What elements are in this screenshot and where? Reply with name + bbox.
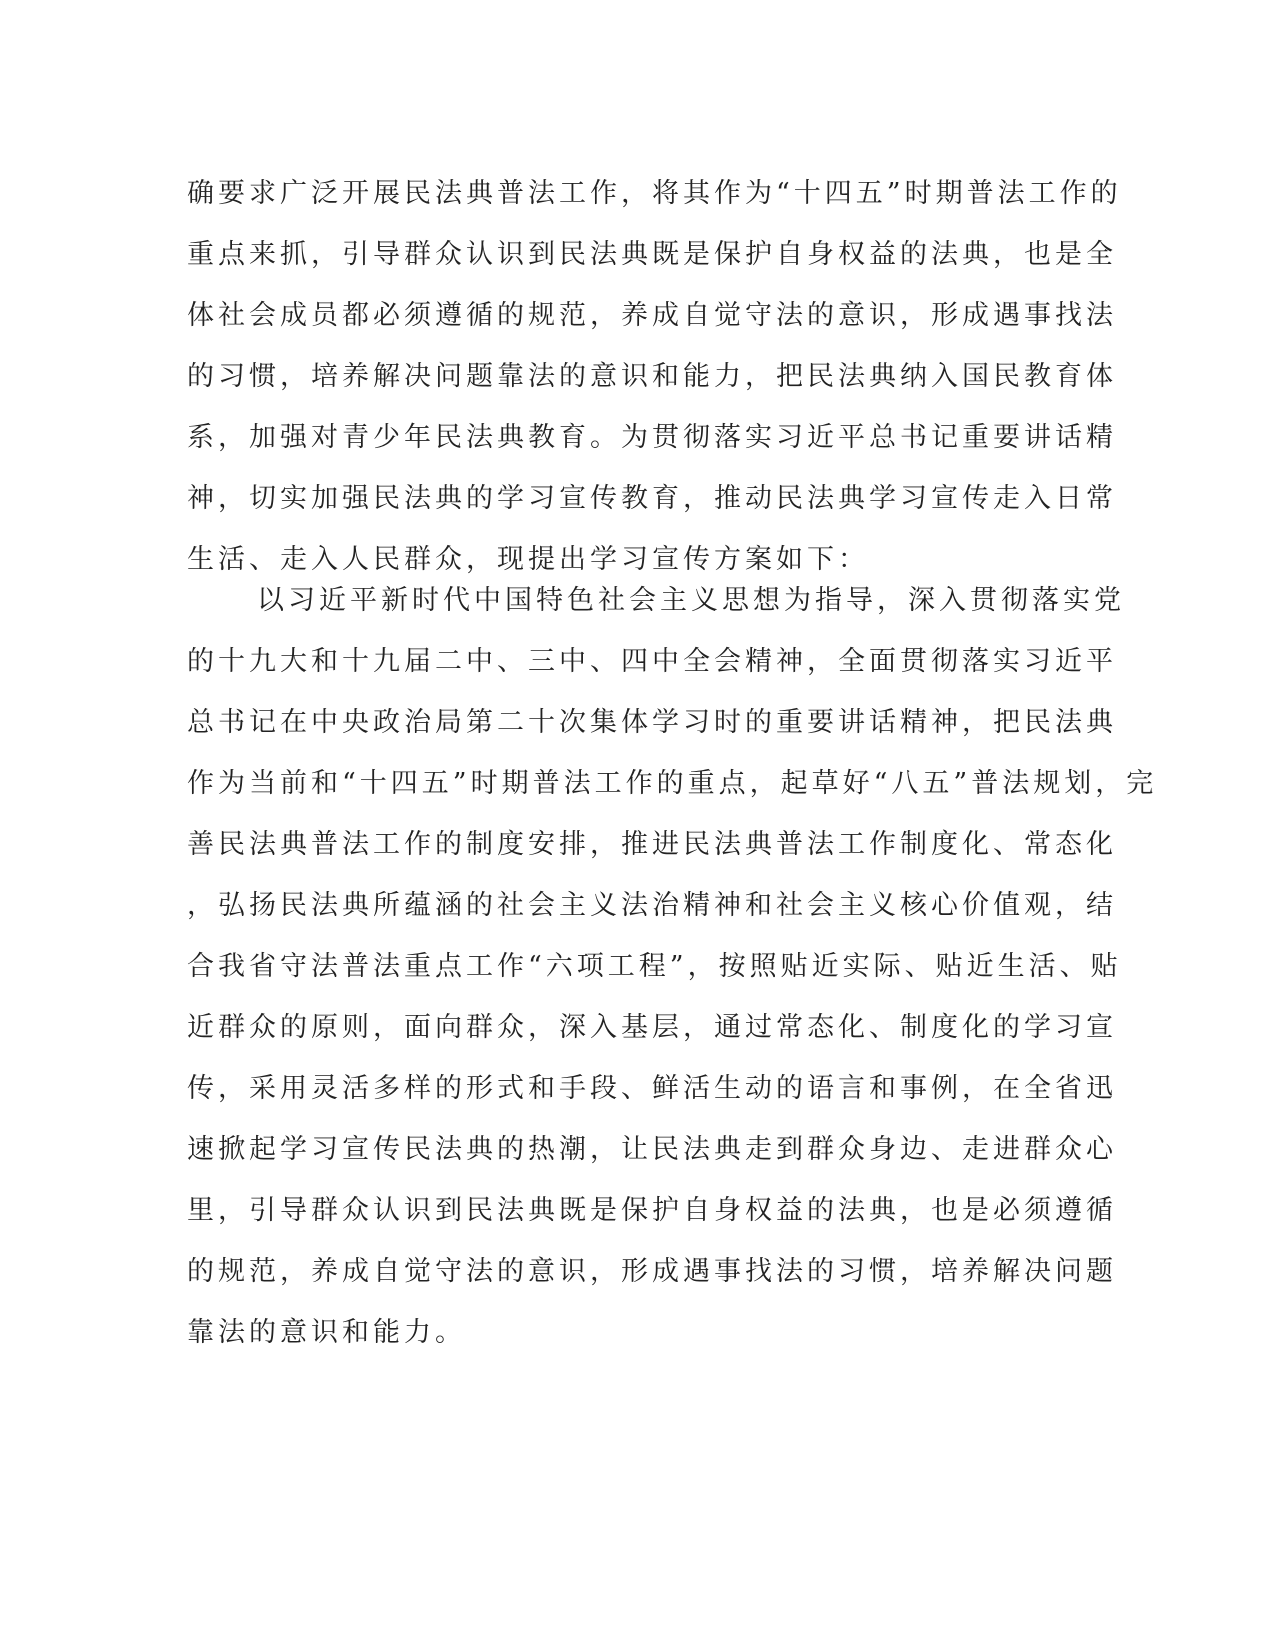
- paragraph-line: 确要求广泛开展民法典普法工作，将其作为“十四五”时期普法工作的: [187, 178, 1122, 209]
- paragraph-line: 的习惯，培养解决问题靠法的意识和能力，把民法典纳入国民教育体: [187, 361, 1117, 392]
- paragraph-line: 系，加强对青少年民法典教育。为贯彻落实习近平总书记重要讲话精: [187, 422, 1117, 453]
- paragraph-line: 靠法的意识和能力。: [187, 1317, 466, 1348]
- paragraph-line: 总书记在中央政治局第二十次集体学习时的重要讲话精神，把民法典: [187, 707, 1117, 738]
- paragraph-line: 作为当前和“十四五”时期普法工作的重点，起草好“八五”普法规划，完: [187, 768, 1158, 799]
- paragraph-line: 传，采用灵活多样的形式和手段、鲜活生动的语言和事例，在全省迅: [187, 1073, 1117, 1104]
- paragraph-line: 神，切实加强民法典的学习宣传教育，推动民法典学习宣传走入日常: [187, 483, 1117, 514]
- paragraph-line: 生活、走入人民群众，现提出学习宣传方案如下：: [187, 544, 869, 575]
- paragraph-line: 体社会成员都必须遵循的规范，养成自觉守法的意识，形成遇事找法: [187, 300, 1117, 331]
- paragraph-line: 重点来抓，引导群众认识到民法典既是保护自身权益的法典，也是全: [187, 239, 1117, 270]
- paragraph-line: 的规范，养成自觉守法的意识，形成遇事找法的习惯，培养解决问题: [187, 1256, 1117, 1287]
- paragraph-line: 善民法典普法工作的制度安排，推进民法典普法工作制度化、常态化: [187, 829, 1117, 860]
- paragraph-line: 速掀起学习宣传民法典的热潮，让民法典走到群众身边、走进群众心: [187, 1134, 1117, 1165]
- paragraph-2: [187, 570, 1158, 1363]
- paragraph-line: ，弘扬民法典所蕴涵的社会主义法治精神和社会主义核心价值观，结: [187, 890, 1117, 921]
- paragraph-1: [187, 163, 1122, 590]
- paragraph-line: 合我省守法普法重点工作“六项工程”，按照贴近实际、贴近生活、贴: [187, 951, 1122, 982]
- paragraph-line: 的十九大和十九届二中、三中、四中全会精神，全面贯彻落实习近平: [187, 646, 1117, 677]
- paragraph-line: 里，引导群众认识到民法典既是保护自身权益的法典，也是必须遵循: [187, 1195, 1117, 1226]
- paragraph-line: 近群众的原则，面向群众，深入基层，通过常态化、制度化的学习宣: [187, 1012, 1117, 1043]
- paragraph-line: 以习近平新时代中国特色社会主义思想为指导，深入贯彻落实党: [257, 585, 1125, 616]
